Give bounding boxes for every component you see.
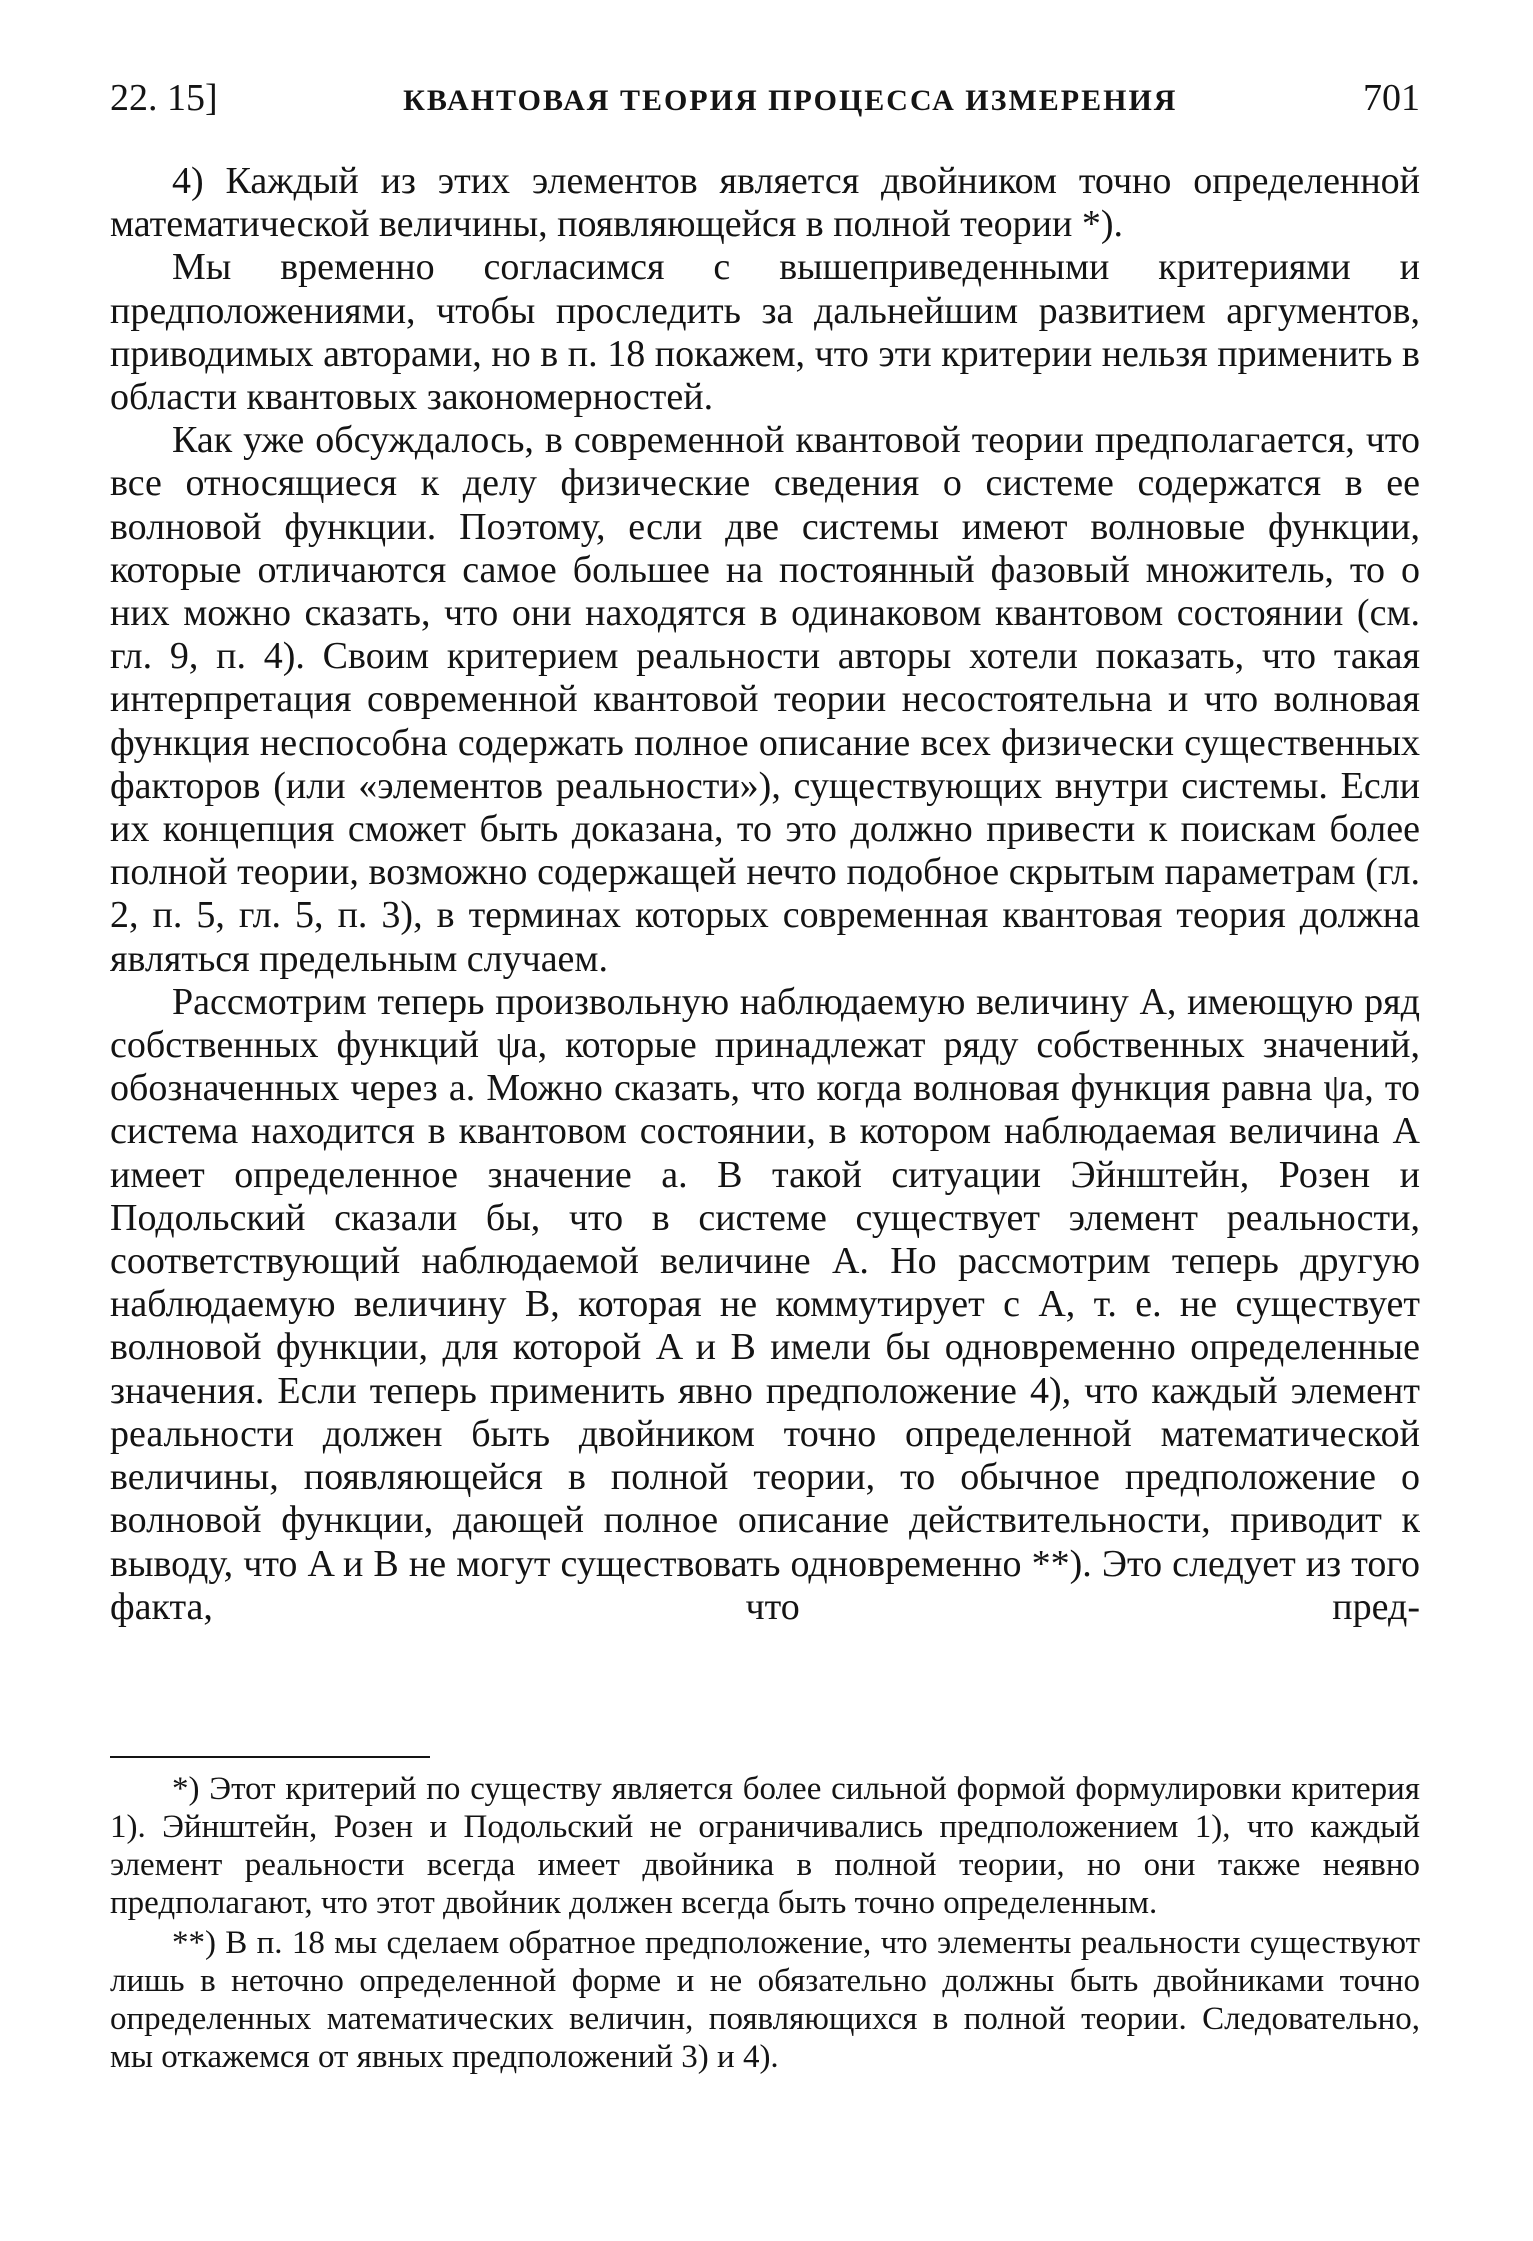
section-reference: 22. 15] bbox=[110, 77, 218, 119]
paragraph-assumption-4: 4) Каждый из этих элементов является двойником точно определенной математической величины, появляющейся в полной теории *). bbox=[110, 160, 1420, 246]
footnote-divider bbox=[110, 1756, 430, 1758]
footnote-2: **) В п. 18 мы сделаем обратное предположение, что элементы реальности существуют лишь в неточно определенной форме и не обязательно должны быть двойниками точно определенных математических величин, появляющихся в полной теории. Следовательно, мы откажемся от явных предположений 3) и 4). bbox=[110, 1925, 1420, 2075]
page-number: 701 bbox=[1362, 77, 1420, 119]
paragraph-wave-function: Как уже обсуждалось, в современной квантовой теории предполагается, что все относящиеся к делу физические сведения о системе содержатся в ее волновой функции. Поэтому, если две системы имеют волновые функции, которые отличаются самое большее на постоянный фазовый множитель, то о них можно сказать, что они находятся в одинаковом квантовом состоянии (см. гл. 9, п. 4). Своим критерием реальности авторы хотели показать, что такая интерпретация современной квантовой теории несостоятельна и что волновая функция неспособна содержать полное описание всех физически существенных факторов (или «элементов реальности»), существующих внутри системы. Если их концепция сможет быть доказана, то это должно привести к поискам более полной теории, возможно содержащей нечто подобное скрытым параметрам (гл. 2, п. 5, гл. 5, п. 3), в терминах которых современная квантовая теория должна являться предельным случаем. bbox=[110, 419, 1420, 980]
running-title: КВАНТОВАЯ ТЕОРИЯ ПРОЦЕССА ИЗМЕРЕНИЯ bbox=[403, 84, 1178, 117]
paragraph-criteria: Мы временно согласимся с вышеприведенными критериями и предположениями, чтобы проследить за дальнейшим развитием аргументов, приводимых авторами, но в п. 18 покажем, что эти критерии нельзя применить в области квантовых закономерностей. bbox=[110, 246, 1420, 419]
main-text bbox=[110, 160, 1420, 1629]
running-header bbox=[110, 78, 1420, 120]
footnotes bbox=[110, 1770, 1420, 2076]
footnote-1: *) Этот критерий по существу является более сильной формой формулировки критерия 1). Эйнштейн, Розен и Подольский не ограничивались предположением 1), что каждый элемент реальности всегда имеет двойника в полной теории, но они также неявно предполагают, что этот двойник должен всегда быть точно определенным. bbox=[110, 1771, 1420, 1921]
paragraph-observable: Рассмотрим теперь произвольную наблюдаемую величину A, имеющую ряд собственных функций ψa, которые принадлежат ряду собственных значений, обозначенных через a. Можно сказать, что когда волновая функция равна ψa, то система находится в квантовом состоянии, в котором наблюдаемая величина A имеет определенное значение a. В такой ситуации Эйнштейн, Розен и Подольский сказали бы, что в системе существует элемент реальности, соответствующий наблюдаемой величине A. Но рассмотрим теперь другую наблюдаемую величину B, которая не коммутирует с A, т. е. не существует волновой функции, для которой A и B имели бы одновременно определенные значения. Если теперь применить явно предположение 4), что каждый элемент реальности должен быть двойником точно определенной математической величины, появляющейся в полной теории, то обычное предположение о волновой функции, дающей полное описание действительности, приводит к выводу, что A и B не могут существовать одновременно **). Это следует из того факта, что пред- bbox=[110, 980, 1420, 1628]
